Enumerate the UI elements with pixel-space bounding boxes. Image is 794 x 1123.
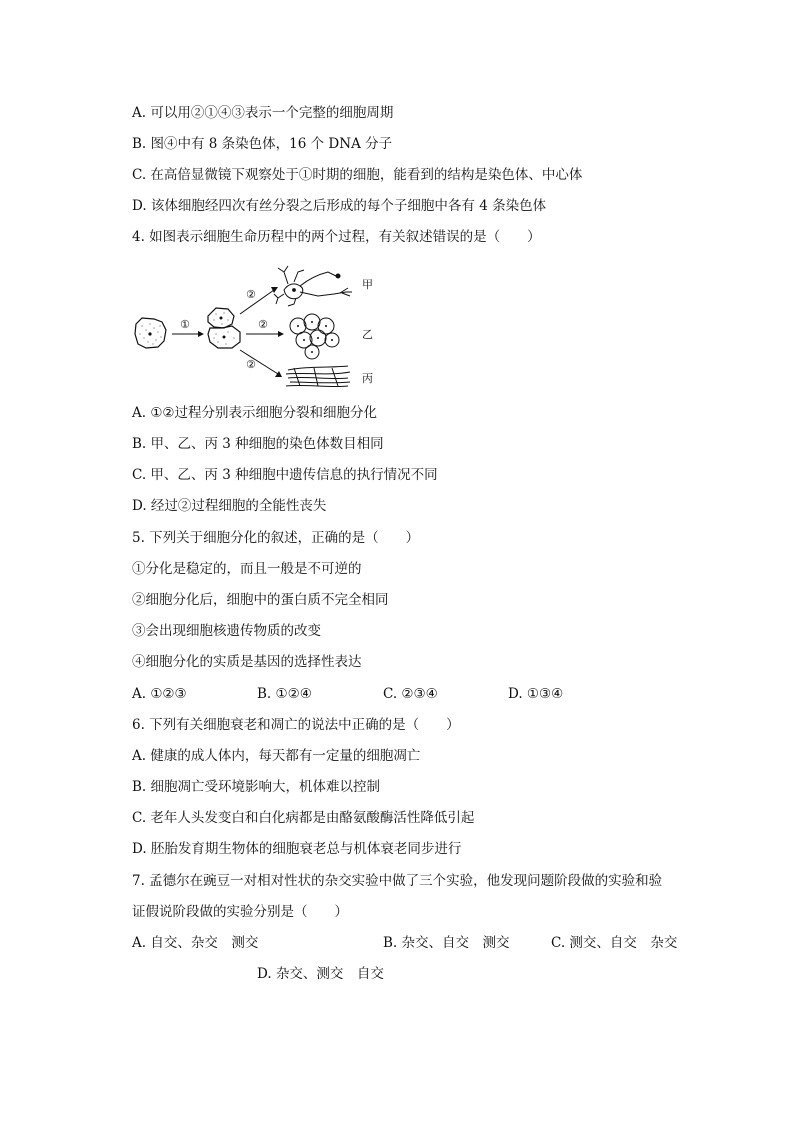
q4-stem: 4. 如图表示细胞生命历程中的两个过程，有关叙述错误的是（ ）: [132, 229, 541, 245]
q3-option-c: C. 在高倍显微镜下观察处于①时期的细胞，能看到的结构是染色体、中心体: [132, 167, 583, 183]
q5-statement-3: ③会出现细胞核遗传物质的改变: [132, 623, 321, 639]
q6-option-a: A. 健康的成人体内，每天都有一定量的细胞凋亡: [132, 748, 421, 764]
q5-option-d: D. ①③④: [508, 686, 564, 702]
q7-option-c: C. 测交、自交 杂交: [551, 935, 678, 951]
label-bing: 丙: [362, 372, 373, 385]
step-2-label-bottom: ②: [246, 358, 256, 371]
cell-cluster-yi: [290, 314, 339, 359]
step-2-label-top: ②: [246, 288, 256, 301]
q4-option-d: D. 经过②过程细胞的全能性丧失: [132, 498, 327, 514]
original-cell: [135, 318, 166, 348]
q7-option-a: A. 自交、杂交 测交: [132, 935, 259, 951]
q6-option-b: B. 细胞凋亡受环境影响大，机体难以控制: [132, 779, 381, 795]
step-1-label: ①: [180, 318, 190, 331]
q3-option-a: A. 可以用②①④③表示一个完整的细胞周期: [132, 105, 394, 121]
cell-process-figure: [128, 258, 388, 392]
q5-statement-4: ④细胞分化的实质是基因的选择性表达: [132, 654, 362, 670]
muscle-fibers-bing: [286, 366, 350, 387]
q7-stem-line-1: 7. 孟德尔在豌豆一对相对性状的杂交实验中做了三个实验，他发现问题阶段做的实验和验: [132, 873, 663, 889]
q6-option-c: C. 老年人头发变白和白化病都是由酪氨酸酶活性降低引起: [132, 810, 475, 826]
q5-statement-2: ②细胞分化后，细胞中的蛋白质不完全相同: [132, 592, 389, 608]
q4-option-a: A. ①②过程分别表示细胞分裂和细胞分化: [132, 405, 378, 421]
step-2-label-mid: ②: [258, 318, 268, 331]
q5-option-b: B. ①②④: [257, 686, 312, 702]
label-jia: 甲: [362, 278, 373, 291]
q7-stem-line-2: 证假说阶段做的实验分别是（ ）: [132, 904, 348, 920]
q5-option-a: A. ①②③: [132, 686, 187, 702]
divided-cells: [208, 308, 240, 348]
q5-stem: 5. 下列关于细胞分化的叙述，正确的是（ ）: [132, 530, 420, 546]
q6-stem: 6. 下列有关细胞衰老和凋亡的说法中正确的是（ ）: [132, 717, 460, 733]
q4-option-b: B. 甲、乙、丙 3 种细胞的染色体数目相同: [132, 436, 384, 452]
q6-option-d: D. 胚胎发育期生物体的细胞衰老总与机体衰老同步进行: [132, 841, 462, 857]
q3-option-b: B. 图④中有 8 条染色体，16 个 DNA 分子: [132, 136, 393, 152]
q4-option-c: C. 甲、乙、丙 3 种细胞中遗传信息的执行情况不同: [132, 467, 438, 483]
q5-statement-1: ①分化是稳定的，而且一般是不可逆的: [132, 561, 362, 577]
nerve-cell-jia: [274, 266, 352, 306]
q5-option-c: C. ②③④: [383, 686, 438, 702]
q7-option-b: B. 杂交、自交 测交: [383, 935, 510, 951]
label-yi: 乙: [362, 328, 373, 341]
q3-option-d: D. 该体细胞经四次有丝分裂之后形成的每个子细胞中各有 4 条染色体: [132, 198, 547, 214]
q7-option-d: D. 杂交、测交 自交: [257, 966, 384, 982]
